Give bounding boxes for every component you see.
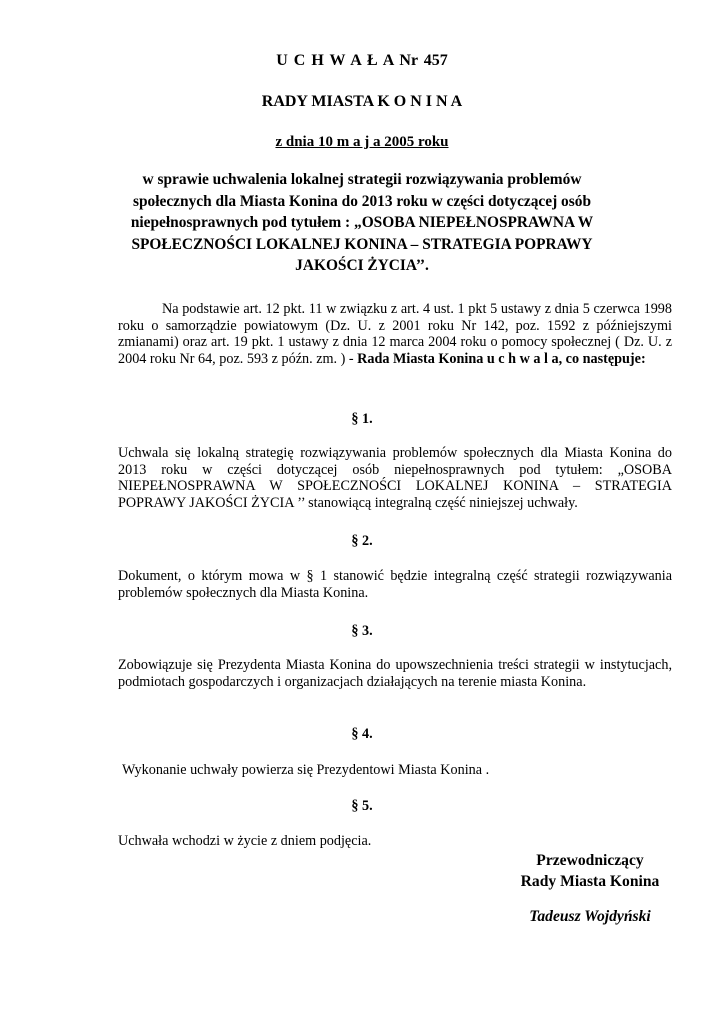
section-mark-5: § 5. — [351, 798, 373, 814]
council-name: RADY MIASTA K O N I N A — [261, 93, 463, 110]
resolution-subject: w sprawie uchwalenia lokalnej strategii rozwiązywania problemów społecznych dla Miasta Konina do 2013 roku w części dotyczącej osób niepełnosprawnych pod tytułem : „OSOBA NIEPEŁNOSPRAWNA W SPOŁECZNOŚCI LOKALNEJ KONINA – STRATEGIA POPRAWY JAKOŚCI ŻYCIA’’. — [130, 171, 594, 274]
section-text-3: Zobowiązuje się Prezydenta Miasta Konina do upowszechnienia treści strategii w instytucjach, podmiotach gospodarczych i organizacjach działających na terenie miasta Konina. — [118, 657, 672, 690]
section-mark-2: § 2. — [351, 533, 373, 549]
section-text-1: Uchwala się lokalną strategię rozwiązywania problemów społecznych dla Miasta Konina do 2013 roku w części dotyczącej osób niepełnosprawnych pod tytułem: „OSOBA NIEPEŁNOSPRAWNA W SPOŁECZNOŚCI LOKALNEJ KONINA – STRATEGIA POPRAWY JAKOŚCI ŻYCIA ’’ stanowiącą integralną część niniejszej uchwały. — [118, 445, 672, 511]
preamble-text: Na podstawie art. 12 pkt. 11 w związku z art. 4 ust. 1 pkt 5 ustawy z dnia 5 czerwca 1998 roku o samorządzie powiatowym (Dz. U. z 2001 roku Nr 142, poz. 1592 z późniejszymi zmianami) oraz art. 19 pkt. 1 ustawy z dnia 12 marca 2004 roku o pomocy społecznej ( Dz. U. z 2004 roku Nr 64, poz. 593 z późn. zm. ) - — [118, 301, 672, 367]
section-text-2: Dokument, o którym mowa w § 1 stanowić będzie integralną część strategii rozwiązywania problemów społecznych dla Miasta Konina. — [118, 568, 672, 601]
section-text-4: Wykonanie uchwały powierza się Prezydentowi Miasta Konina . — [122, 762, 490, 778]
preamble-paragraph — [118, 301, 672, 367]
section-mark-1: § 1. — [351, 411, 373, 427]
section-mark-3: § 3. — [351, 623, 373, 639]
section-mark-4: § 4. — [351, 726, 373, 742]
signature-role-line-1: Przewodniczący — [536, 852, 644, 869]
resolution-title: U C H W A Ł A Nr 457 — [276, 52, 448, 69]
preamble-bold-text: Rada Miasta Konina u c h w a l a, co następuje: — [357, 350, 646, 367]
signature-name: Tadeusz Wojdyński — [529, 908, 651, 925]
signature-role-line-2: Rady Miasta Konina — [520, 873, 660, 890]
signature-role — [500, 850, 680, 892]
section-text-5: Uchwała wchodzi w życie z dniem podjęcia. — [118, 833, 372, 849]
resolution-date: z dnia 10 m a j a 2005 roku — [275, 134, 449, 150]
